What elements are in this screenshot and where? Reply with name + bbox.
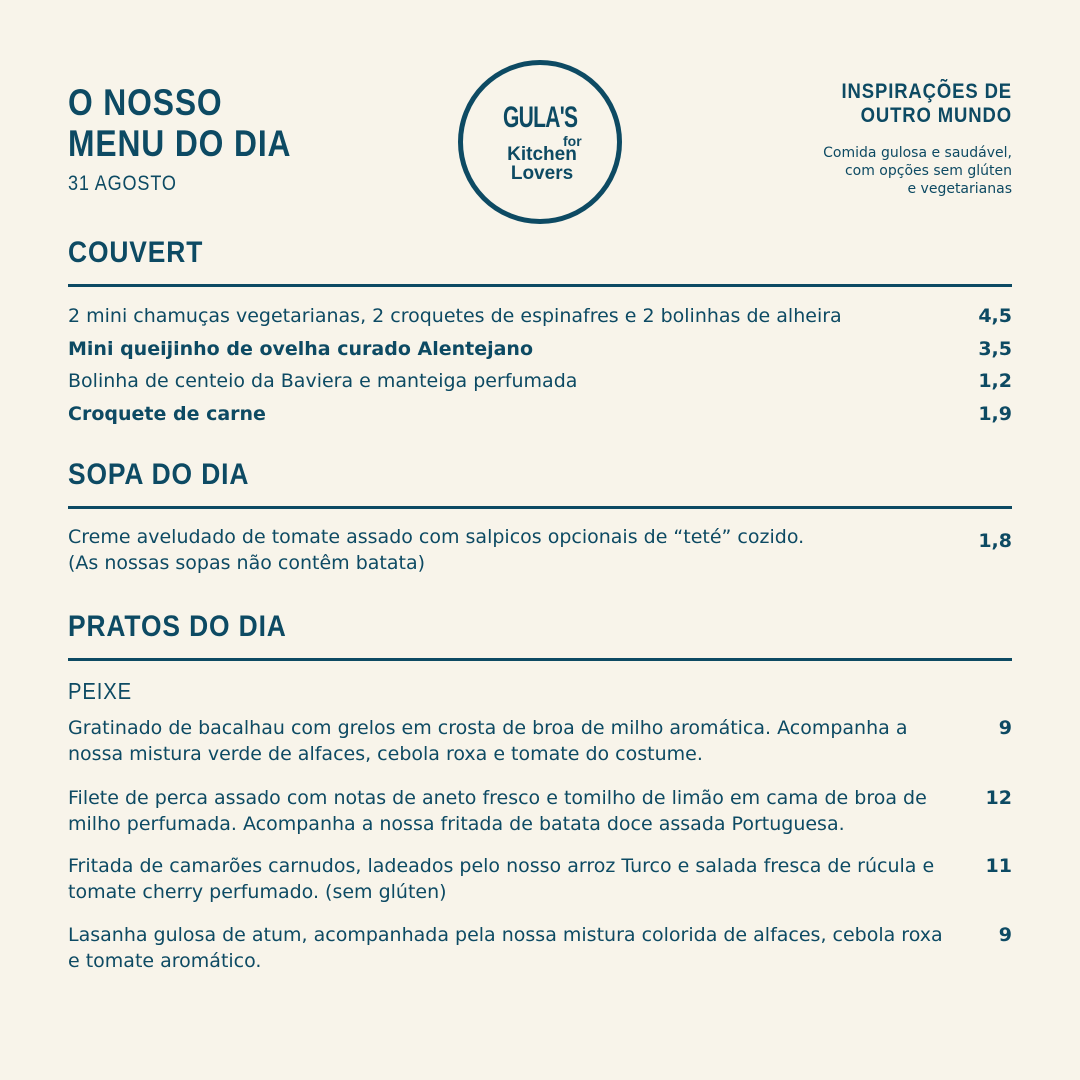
menu-item-description: Mini queijinho de ovelha curado Alentejano <box>68 338 534 360</box>
page-title-line2: MENU DO DIA <box>68 123 292 164</box>
inspiration-block <box>782 80 1012 198</box>
section-divider <box>68 658 1012 661</box>
logo-sub-line1: Kitchen <box>507 144 577 165</box>
menu-item-description: 2 mini chamuças vegetarianas, 2 croquetes de espinafres e 2 bolinhas de alheira <box>68 305 842 327</box>
page-title-line1: O NOSSO <box>68 82 223 123</box>
menu-item <box>68 401 1012 427</box>
menu-item-price: 1,9 <box>978 403 1012 425</box>
menu-item <box>68 715 1012 767</box>
menu-item-description <box>68 524 958 576</box>
logo-for-text: for <box>563 133 582 149</box>
section-divider <box>68 284 1012 287</box>
section-title-couvert: COUVERT <box>68 236 204 269</box>
menu-item-description: Gratinado de bacalhau com grelos em crosta de broa de milho aromática. Acompanha a nossa mistura verde de alfaces, cebola roxa e tomate do costume. <box>68 717 908 765</box>
menu-item <box>68 524 1012 576</box>
menu-item-description: Lasanha gulosa de atum, acompanhada pela nossa mistura colorida de alfaces, cebola roxa e tomate aromático. <box>68 924 943 972</box>
menu-item-price: 11 <box>985 855 1012 877</box>
menu-item <box>68 785 1012 837</box>
logo-sub-text <box>497 145 587 183</box>
menu-item-price: 9 <box>998 717 1012 739</box>
menu-item-price: 4,5 <box>978 305 1012 327</box>
restaurant-logo <box>458 60 622 224</box>
inspiration-title-line2: OUTRO MUNDO <box>860 104 1012 127</box>
section-title-sopa: SOPA DO DIA <box>68 458 250 491</box>
menu-item-description: Fritada de camarões carnudos, ladeados pelo nosso arroz Turco e salada fresca de rúcula e tomate cherry perfumado. (sem glúten) <box>68 855 935 903</box>
menu-item <box>68 853 1012 905</box>
menu-item-price: 12 <box>985 787 1012 809</box>
menu-item-description-line2: (As nossas sopas não contêm batata) <box>68 552 426 574</box>
menu-item-description: Croquete de carne <box>68 403 266 425</box>
menu-item <box>68 303 1012 329</box>
menu-item-description: Bolinha de centeio da Baviera e manteiga perfumada <box>68 370 578 392</box>
inspiration-text-line3: e vegetarianas <box>907 181 1012 197</box>
menu-item-price: 3,5 <box>978 338 1012 360</box>
inspiration-text-line1: Comida gulosa e saudável, <box>823 145 1012 161</box>
inspiration-title-line1: INSPIRAÇÕES DE <box>841 80 1012 103</box>
menu-item-description: Filete de perca assado com notas de aneto fresco e tomilho de limão em cama de broa de milho perfumada. Acompanha a nossa fritada de batata doce assada Portuguesa. <box>68 787 927 835</box>
subsection-title-peixe: PEIXE <box>68 678 133 704</box>
menu-item <box>68 368 1012 394</box>
logo-sub-line2: Lovers <box>510 163 574 184</box>
menu-item <box>68 922 1012 974</box>
logo-main-text: GULA'S <box>503 101 578 134</box>
menu-item <box>68 336 1012 362</box>
section-title-pratos: PRATOS DO DIA <box>68 610 287 643</box>
inspiration-text <box>782 144 1012 198</box>
menu-item-price: 1,2 <box>978 370 1012 392</box>
menu-item-price: 1,8 <box>978 530 1012 552</box>
menu-item-description-line1: Creme aveludado de tomate assado com salpicos opcionais de “teté” cozido. <box>68 526 805 548</box>
inspiration-text-line2: com opções sem glúten <box>844 163 1012 179</box>
menu-date: 31 AGOSTO <box>68 172 177 195</box>
section-divider <box>68 506 1012 509</box>
menu-item-price: 9 <box>998 924 1012 946</box>
menu-header <box>68 82 328 196</box>
